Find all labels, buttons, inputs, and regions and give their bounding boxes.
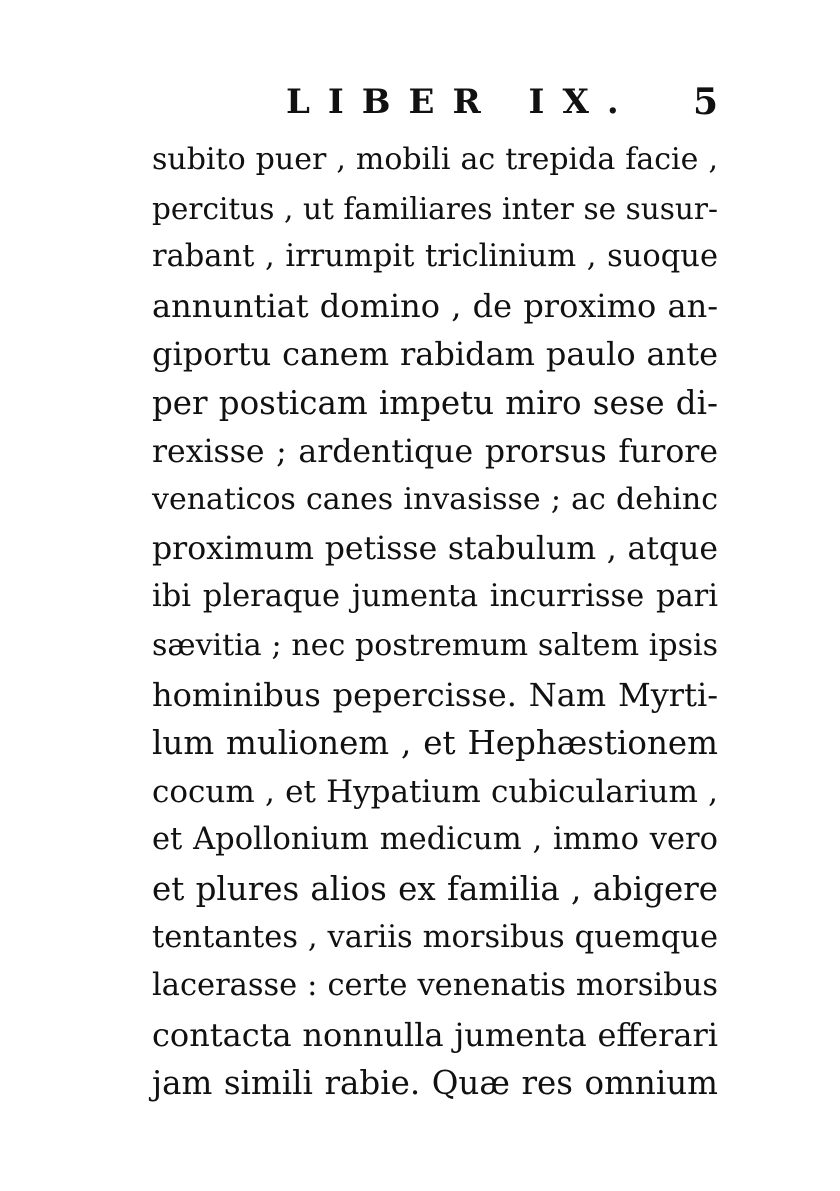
- text-line: rabant , irrumpit triclinium , suoque: [152, 239, 718, 275]
- text-line: percitus , ut familiares inter se susur-: [152, 191, 718, 226]
- text-line: annuntiat domino , de proximo an-: [152, 286, 718, 325]
- text-line: lum mulionem , et Hephæstionem: [152, 724, 718, 763]
- running-title: LIBER IX.: [286, 82, 637, 122]
- text-line: subito puer , mobili ac trepida facie ,: [152, 142, 718, 177]
- text-line: tentantes , variis morsibus quemque: [152, 919, 718, 955]
- text-line: giportu canem rabidam paulo ante: [152, 335, 718, 374]
- text-line: per posticam impetu miro sese di-: [152, 383, 718, 422]
- text-line: venaticos canes invasisse ; ac dehinc: [152, 482, 718, 518]
- text-line: jam simili rabie. Quæ res omnium: [152, 1064, 718, 1103]
- text-line: proximum petisse stabulum , atque: [152, 530, 718, 567]
- body-text: [152, 136, 718, 1108]
- text-line: sævitia ; nec postremum saltem ipsis: [152, 627, 718, 663]
- text-line: et plures alios ex familia , abigere: [152, 869, 718, 908]
- text-line: hominibus pepercisse. Nam Myrti-: [152, 675, 718, 714]
- text-line: lacerasse : certe venenatis morsibus: [152, 968, 718, 1004]
- text-line: contacta nonnulla jumenta efferari: [152, 1015, 718, 1054]
- text-line: rexisse ; ardentique prorsus furore: [152, 433, 718, 470]
- running-head: [150, 80, 718, 124]
- text-line: ibi pleraque jumenta incurrisse pari: [152, 579, 718, 615]
- text-line: cocum , et Hypatium cubicularium ,: [152, 773, 718, 810]
- page-number: 5: [692, 81, 718, 123]
- text-line: et Apollonium medicum , immo vero: [152, 822, 718, 858]
